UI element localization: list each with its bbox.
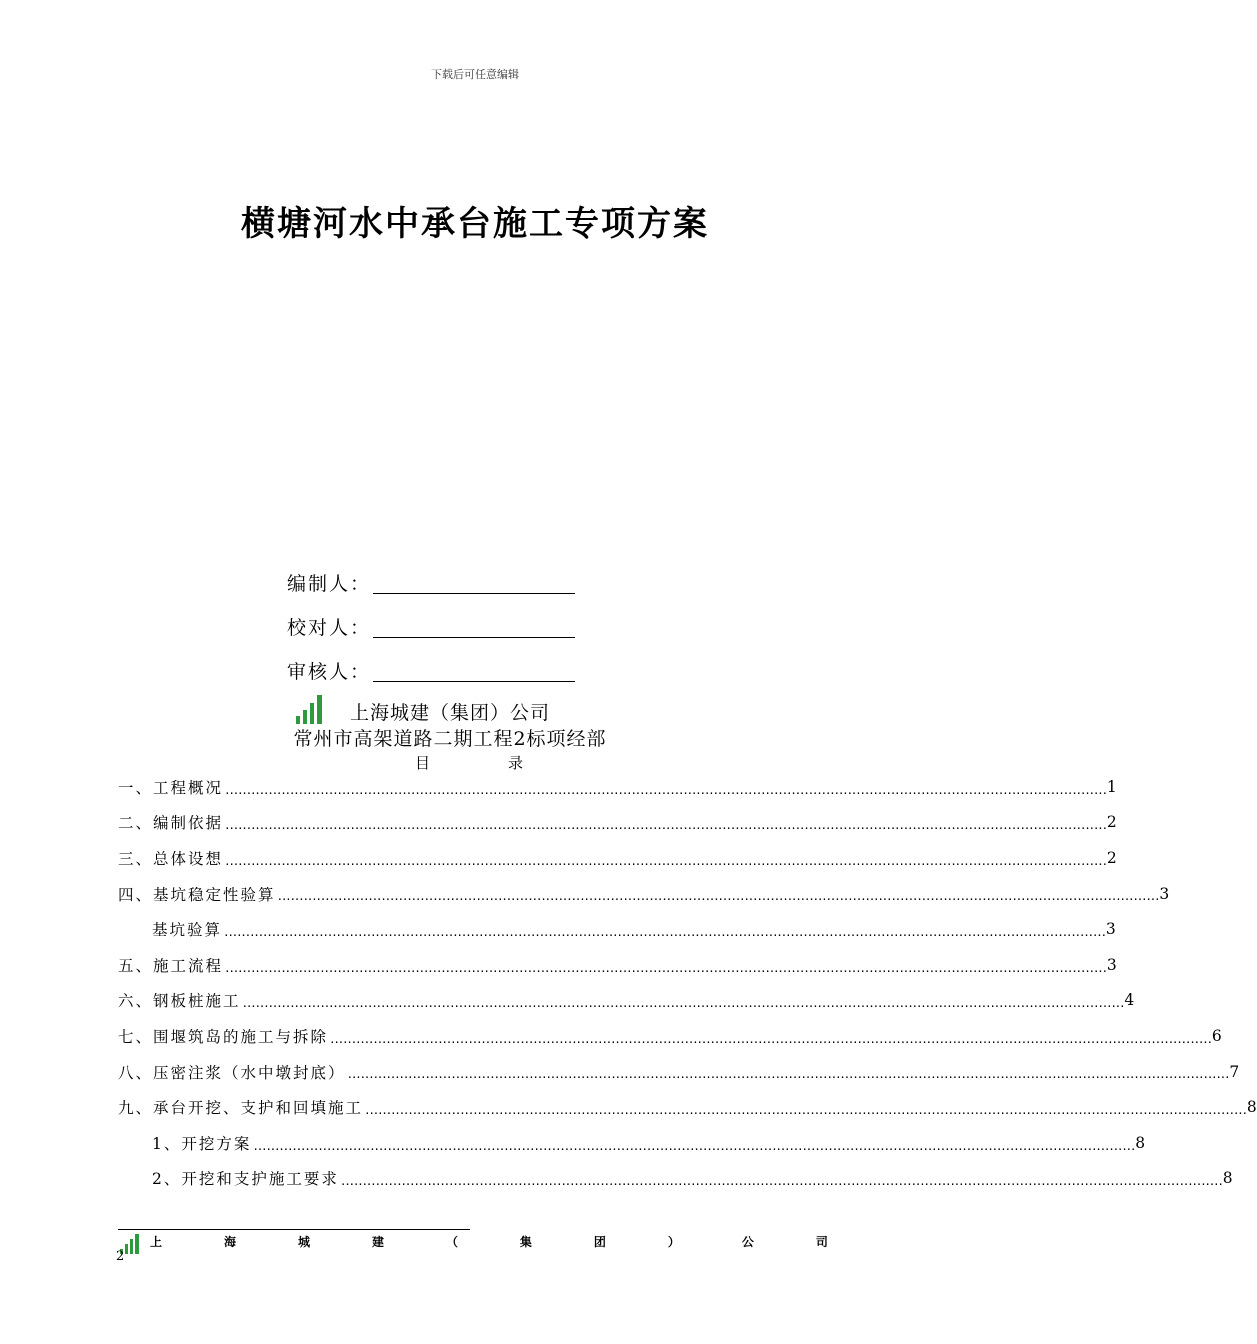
dot-leader: ............................................................................................................................................................................................................ (224, 854, 1106, 868)
toc-entry-title: 四、基坑稳定性验算 (118, 885, 276, 904)
signature-row-compiler (287, 560, 575, 604)
footer-char: 建 (371, 1235, 384, 1249)
signature-label: 审核人： (287, 660, 372, 683)
header-note: 下载后可任意编辑 (431, 68, 519, 81)
dot-leader: ............................................................................................................................................................................................................ (329, 1032, 1211, 1046)
footer-char: 团 (593, 1235, 606, 1249)
toc-entry-title: 七、围堰筑岛的施工与拆除 (118, 1027, 329, 1046)
document-title: 横塘河水中承台施工专项方案 (241, 204, 709, 244)
footer-company (150, 1233, 828, 1250)
toc-entry-title: 2、开挖和支护施工要求 (152, 1170, 339, 1189)
toc-heading-right: 录 (508, 754, 524, 772)
signature-label: 编制人： (287, 572, 372, 595)
toc-entry[interactable] (118, 983, 1135, 1019)
toc-subentry[interactable] (118, 1125, 1146, 1161)
toc-entry-page: 4 (1124, 991, 1135, 1010)
footer-char: 城 (297, 1235, 310, 1249)
toc-entry-title: 1、开挖方案 (152, 1134, 252, 1153)
dot-leader: ............................................................................................................................................................................................................ (224, 961, 1106, 975)
signature-row-reviewer (287, 648, 575, 692)
toc-entry-page: 2 (1106, 813, 1117, 832)
footer-char: （ (445, 1235, 458, 1249)
toc-entry-page: 3 (1106, 955, 1117, 974)
toc-entry[interactable] (118, 1018, 1222, 1054)
footer-rule (118, 1229, 470, 1230)
signature-row-checker (287, 604, 575, 648)
footer-char: 海 (223, 1235, 236, 1249)
signature-line (373, 571, 575, 594)
signature-block (287, 560, 575, 692)
toc-entry-page: 2 (1106, 848, 1117, 867)
toc-heading-left: 目 (415, 754, 431, 772)
toc-entry[interactable] (118, 876, 1170, 912)
company-logo-icon (296, 694, 326, 724)
toc-entry-title: 基坑验算 (152, 921, 223, 940)
toc-entry-page: 8 (1246, 1098, 1257, 1117)
toc-subentry[interactable] (118, 1161, 1233, 1197)
signature-line (373, 615, 575, 638)
toc-entry-title: 三、总体设想 (118, 849, 224, 868)
toc-subentry[interactable] (118, 911, 1116, 947)
footer-char: 公 (741, 1235, 754, 1249)
department-name: 常州市高架道路二期工程2标项经部 (293, 728, 607, 750)
footer-char: 司 (815, 1235, 828, 1249)
dot-leader: ............................................................................................................................................................................................................ (252, 1139, 1135, 1153)
toc-entry-page: 3 (1159, 884, 1170, 903)
toc-entry[interactable] (118, 1054, 1240, 1090)
page-number: 2 (116, 1249, 125, 1264)
footer-char: ） (667, 1235, 680, 1249)
toc-entry[interactable] (118, 947, 1117, 983)
dot-leader: ............................................................................................................................................................................................................ (223, 925, 1105, 939)
table-of-contents (118, 769, 1257, 1196)
dot-leader: ............................................................................................................................................................................................................ (364, 1103, 1246, 1117)
signature-label: 校对人： (287, 616, 372, 639)
toc-entry[interactable] (118, 805, 1117, 841)
toc-entry[interactable] (118, 1089, 1257, 1125)
toc-entry[interactable] (118, 840, 1117, 876)
signature-line (373, 659, 575, 682)
toc-entry-page: 8 (1135, 1133, 1146, 1152)
toc-entry-title: 六、钢板桩施工 (118, 992, 241, 1011)
dot-leader: ............................................................................................................................................................................................................ (241, 997, 1124, 1011)
dot-leader: ............................................................................................................................................................................................................ (339, 1175, 1222, 1189)
dot-leader: ............................................................................................................................................................................................................ (276, 890, 1159, 904)
footer-char: 集 (519, 1235, 532, 1249)
toc-entry-page: 6 (1211, 1026, 1222, 1045)
toc-entry-page: 1 (1106, 777, 1117, 796)
dot-leader: ............................................................................................................................................................................................................ (224, 783, 1106, 797)
dot-leader: ............................................................................................................................................................................................................ (346, 1068, 1229, 1082)
footer-char: 上 (150, 1235, 163, 1249)
toc-entry-page: 7 (1229, 1062, 1240, 1081)
toc-entry-title: 九、承台开挖、支护和回填施工 (118, 1099, 364, 1118)
toc-entry-page: 3 (1105, 920, 1116, 939)
toc-entry-title: 一、工程概况 (118, 778, 224, 797)
toc-entry-page: 8 (1222, 1169, 1233, 1188)
toc-entry-title: 五、施工流程 (118, 956, 224, 975)
toc-entry-title: 八、压密注浆（水中墩封底） (118, 1063, 346, 1082)
toc-entry-title: 二、编制依据 (118, 814, 224, 833)
dot-leader: ............................................................................................................................................................................................................ (224, 819, 1106, 833)
toc-entry[interactable] (118, 769, 1117, 805)
company-name: 上海城建（集团）公司 (350, 702, 551, 724)
